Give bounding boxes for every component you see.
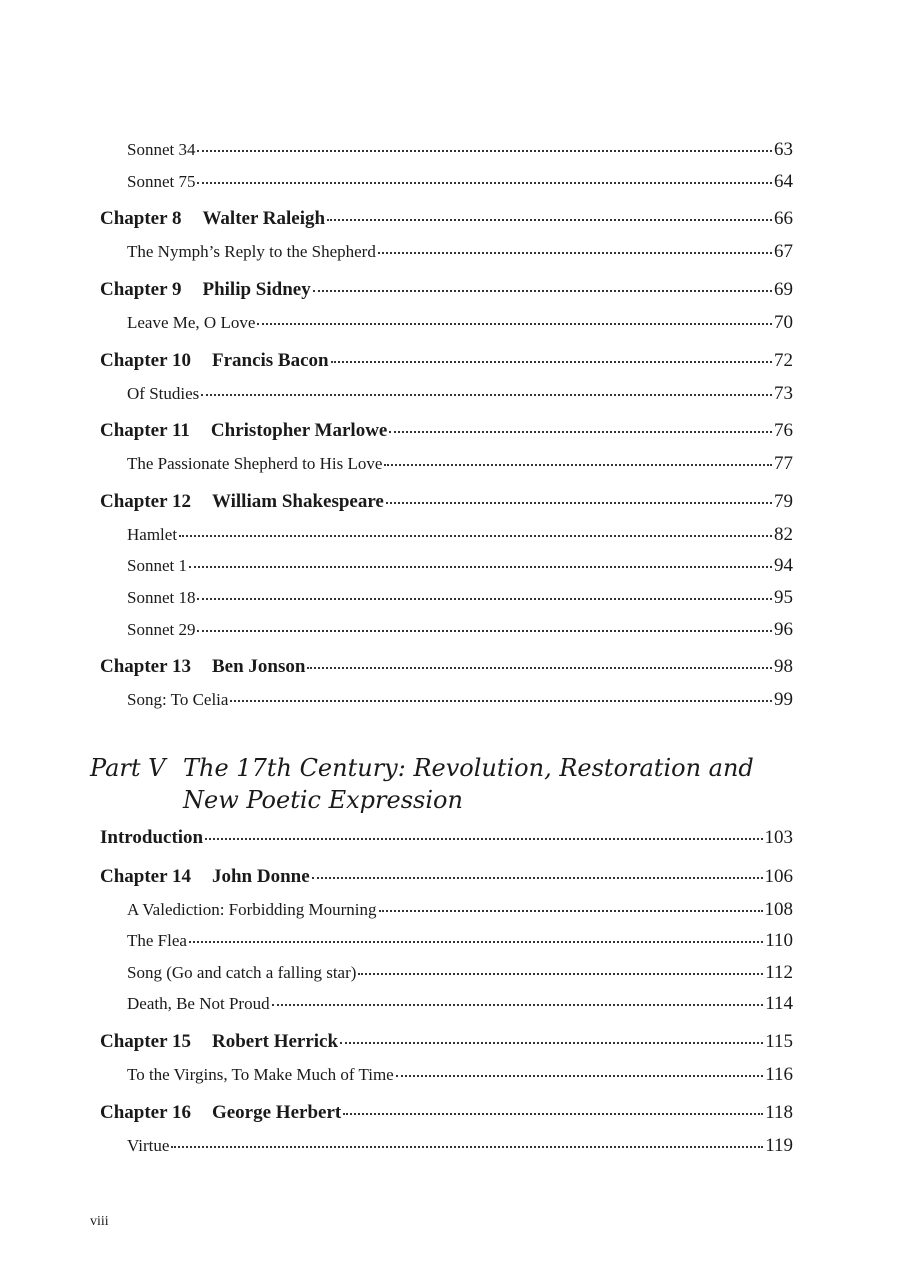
toc-entry[interactable] bbox=[127, 1064, 793, 1086]
dot-leader bbox=[307, 667, 772, 669]
dot-leader bbox=[197, 630, 772, 632]
toc-chapter[interactable] bbox=[100, 1102, 793, 1124]
dot-leader bbox=[389, 431, 772, 433]
toc-entry[interactable] bbox=[127, 689, 793, 711]
dot-leader bbox=[197, 150, 772, 152]
entry-page: 108 bbox=[764, 899, 793, 920]
dot-leader bbox=[396, 1075, 763, 1077]
chapter-heading bbox=[100, 279, 311, 301]
dot-leader bbox=[340, 1042, 763, 1044]
chapter-author: Robert Herrick bbox=[211, 1031, 339, 1052]
dot-leader bbox=[272, 1004, 764, 1006]
chapter-heading bbox=[100, 420, 387, 442]
entry-title: Of Studies bbox=[127, 384, 200, 403]
dot-leader bbox=[201, 394, 772, 396]
entry-page: 103 bbox=[764, 827, 793, 848]
dot-leader bbox=[386, 502, 772, 504]
dot-leader bbox=[331, 361, 772, 363]
entry-title: Sonnet 34 bbox=[127, 140, 196, 159]
entry-page: 69 bbox=[774, 279, 793, 300]
dot-leader bbox=[343, 1113, 763, 1115]
entry-title: Song: To Celia bbox=[127, 690, 229, 709]
entry-title: Sonnet 75 bbox=[127, 172, 196, 191]
toc-entry[interactable] bbox=[127, 587, 793, 609]
chapter-heading bbox=[100, 1031, 338, 1053]
dot-leader bbox=[179, 535, 772, 537]
part-title: The 17th Century: Revolution, Restoration and New Poetic Expression bbox=[183, 754, 754, 814]
chapter-author: William Shakespeare bbox=[211, 491, 384, 512]
chapter-author: Ben Jonson bbox=[211, 656, 306, 677]
entry-page: 67 bbox=[774, 241, 793, 262]
entry-page: 119 bbox=[765, 1135, 793, 1156]
chapter-number: Chapter 16 bbox=[100, 1102, 191, 1123]
entry-page: 114 bbox=[765, 993, 793, 1014]
dot-leader bbox=[378, 252, 772, 254]
entry-title: The Passionate Shepherd to His Love bbox=[127, 454, 383, 473]
entry-page: 82 bbox=[774, 524, 793, 545]
dot-leader bbox=[384, 464, 772, 466]
toc-entry[interactable] bbox=[127, 1135, 793, 1157]
toc-chapter[interactable] bbox=[100, 1031, 793, 1053]
entry-title: Sonnet 29 bbox=[127, 620, 196, 639]
entry-title: Hamlet bbox=[127, 525, 178, 544]
toc-entry[interactable] bbox=[127, 962, 793, 984]
dot-leader bbox=[313, 290, 772, 292]
entry-page: 106 bbox=[764, 866, 793, 887]
toc-chapter[interactable] bbox=[100, 279, 793, 301]
dot-leader bbox=[257, 323, 772, 325]
chapter-number: Chapter 11 bbox=[100, 420, 190, 441]
toc-chapter[interactable] bbox=[100, 866, 793, 888]
dot-leader bbox=[327, 219, 772, 221]
chapter-heading bbox=[100, 491, 384, 513]
chapter-author: Philip Sidney bbox=[202, 279, 311, 300]
chapter-number: Chapter 12 bbox=[100, 491, 191, 512]
dot-leader bbox=[189, 941, 763, 943]
entry-page: 70 bbox=[774, 312, 793, 333]
chapter-author: Francis Bacon bbox=[211, 350, 329, 371]
toc-entry[interactable] bbox=[127, 241, 793, 263]
entry-page: 112 bbox=[765, 962, 793, 983]
chapter-number: Chapter 8 bbox=[100, 208, 182, 229]
entry-page: 94 bbox=[774, 555, 793, 576]
chapter-number: Chapter 10 bbox=[100, 350, 191, 371]
toc-entry[interactable] bbox=[127, 171, 793, 193]
entry-title: The Nymph’s Reply to the Shepherd bbox=[127, 242, 376, 261]
chapter-number: Chapter 9 bbox=[100, 279, 182, 300]
page-folio: viii bbox=[90, 1214, 109, 1229]
entry-title: The Flea bbox=[127, 931, 187, 950]
entry-page: 77 bbox=[774, 453, 793, 474]
toc-entry[interactable] bbox=[127, 619, 793, 641]
part-number: Part V bbox=[90, 754, 166, 782]
chapter-author: Walter Raleigh bbox=[202, 208, 326, 229]
entry-page: 72 bbox=[774, 350, 793, 371]
dot-leader bbox=[197, 182, 772, 184]
chapter-heading bbox=[100, 656, 305, 678]
entry-page: 116 bbox=[765, 1064, 793, 1085]
toc-entry[interactable] bbox=[127, 524, 793, 546]
dot-leader bbox=[312, 877, 763, 879]
chapter-heading: Introduction bbox=[100, 827, 204, 848]
entry-page: 76 bbox=[774, 420, 793, 441]
chapter-heading bbox=[100, 1102, 341, 1124]
entry-title: Death, Be Not Proud bbox=[127, 994, 270, 1013]
chapter-number: Chapter 15 bbox=[100, 1031, 191, 1052]
toc-entry[interactable] bbox=[127, 383, 793, 405]
entry-page: 73 bbox=[774, 383, 793, 404]
entry-page: 66 bbox=[774, 208, 793, 229]
toc-chapter[interactable] bbox=[100, 208, 793, 230]
entry-page: 63 bbox=[774, 139, 793, 160]
dot-leader bbox=[358, 973, 763, 975]
toc-chapter[interactable] bbox=[100, 491, 793, 513]
chapter-author: George Herbert bbox=[211, 1102, 342, 1123]
chapter-number: Chapter 13 bbox=[100, 656, 191, 677]
dot-leader bbox=[230, 700, 772, 702]
chapter-author: John Donne bbox=[211, 866, 310, 887]
chapter-heading bbox=[100, 350, 329, 372]
chapter-author: Christopher Marlowe bbox=[210, 420, 388, 441]
entry-title: Sonnet 18 bbox=[127, 588, 196, 607]
entry-page: 99 bbox=[774, 689, 793, 710]
dot-leader bbox=[379, 910, 763, 912]
entry-title: Song (Go and catch a falling star) bbox=[127, 963, 357, 982]
entry-page: 95 bbox=[774, 587, 793, 608]
dot-leader bbox=[189, 566, 772, 568]
dot-leader bbox=[171, 1146, 763, 1148]
toc-chapter[interactable] bbox=[100, 420, 793, 442]
dot-leader bbox=[197, 598, 772, 600]
toc-chapter[interactable] bbox=[100, 656, 793, 678]
entry-title: Sonnet 1 bbox=[127, 556, 187, 575]
toc-entry[interactable] bbox=[127, 555, 793, 577]
entry-page: 96 bbox=[774, 619, 793, 640]
toc-entry[interactable] bbox=[127, 312, 793, 334]
entry-title: To the Virgins, To Make Much of Time bbox=[127, 1065, 394, 1084]
toc-entry[interactable] bbox=[127, 453, 793, 475]
toc-entry[interactable] bbox=[127, 930, 793, 952]
toc-entry[interactable] bbox=[127, 993, 793, 1015]
chapter-heading bbox=[100, 208, 325, 230]
dot-leader bbox=[205, 838, 762, 840]
entry-page: 110 bbox=[765, 930, 793, 951]
toc-entry[interactable] bbox=[127, 899, 793, 921]
entry-page: 115 bbox=[765, 1031, 793, 1052]
entry-page: 64 bbox=[774, 171, 793, 192]
entry-page: 118 bbox=[765, 1102, 793, 1123]
entry-title: Leave Me, O Love bbox=[127, 313, 256, 332]
toc-chapter[interactable] bbox=[100, 350, 793, 372]
entry-title: Virtue bbox=[127, 1136, 170, 1155]
toc-entry[interactable] bbox=[127, 139, 793, 161]
entry-title: A Valediction: Forbidding Mourning bbox=[127, 900, 377, 919]
chapter-heading bbox=[100, 866, 310, 888]
chapter-number: Chapter 14 bbox=[100, 866, 191, 887]
entry-page: 79 bbox=[774, 491, 793, 512]
toc-introduction[interactable] bbox=[100, 827, 793, 849]
entry-page: 98 bbox=[774, 656, 793, 677]
